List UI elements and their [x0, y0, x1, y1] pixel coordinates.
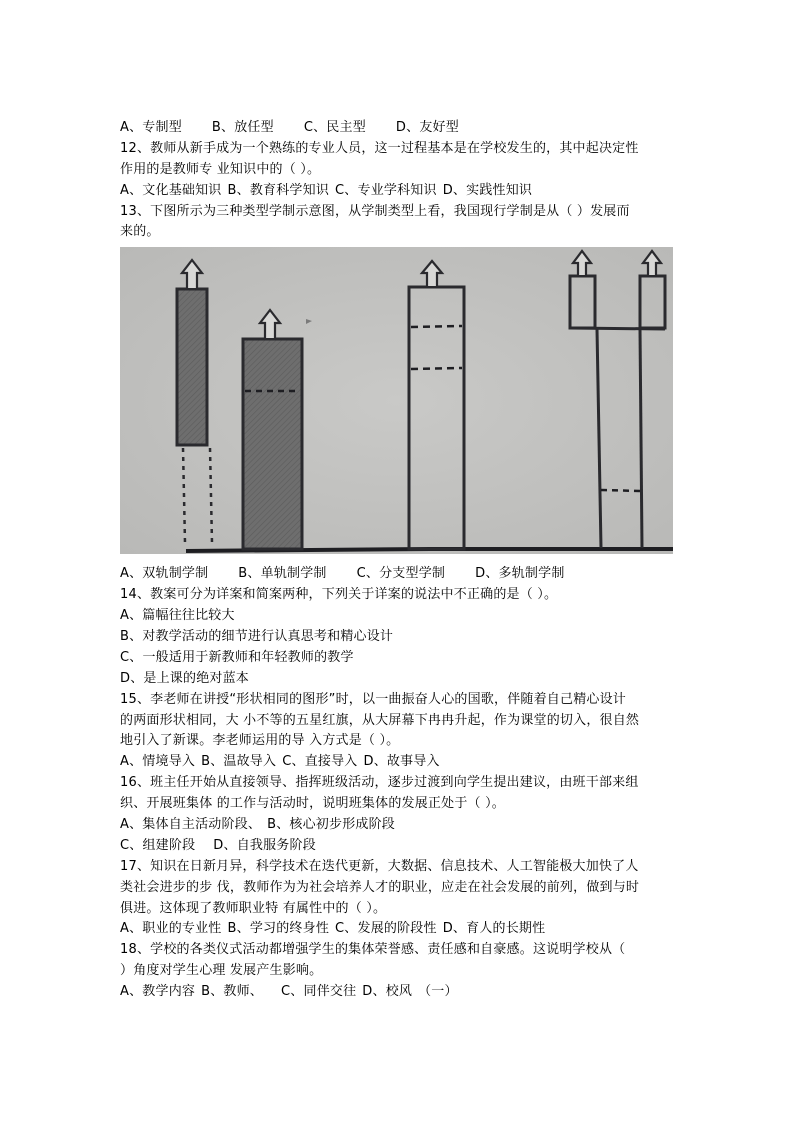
- q18-option-a: A、教学内容: [120, 984, 196, 1000]
- q13-options: [120, 564, 680, 585]
- section-marker: （一）: [418, 984, 458, 1000]
- q18-option-d: D、校风: [362, 984, 413, 1000]
- q13-option-d: D、多轨制学制: [475, 566, 565, 582]
- q14-option-d: D、是上课的绝对蓝本: [120, 670, 250, 686]
- q18-options: [120, 982, 680, 1003]
- q14-option-b: B、对教学活动的细节进行认真思考和精心设计: [120, 629, 394, 645]
- q13-stem-line-2: 来的。: [120, 224, 160, 240]
- q12-stem-line-2: 作用的是教师专 业知识中的（ ）。: [120, 161, 321, 177]
- q16-options-row-2: [120, 836, 680, 857]
- q17-stem-line-3: 俱进。这体现了教师职业特 有属性中的（ ）。: [120, 900, 387, 916]
- q17-option-d: D、育人的长期性: [442, 921, 546, 937]
- q12-stem-line-1: 12、教师从新手成为一个熟练的专业人员，这一过程基本是在学校发生的，其中起决定性: [120, 140, 639, 156]
- q15-option-c: C、直接导入: [282, 754, 358, 770]
- q11-option-c: C、民主型: [303, 120, 366, 135]
- q13-stem-line-1: 13、下图所示为三种类型学制示意图，从学制类型上看，我国现行学制是从（ ）发展而: [120, 203, 630, 219]
- q12-options: [120, 181, 680, 202]
- q17-stem-line-1: 17、知识在日新月异，科学技术在迭代更新，大数据、信息技术、人工智能极大加快了人: [120, 858, 639, 874]
- q11-option-b: B、放任型: [211, 120, 274, 135]
- q12-option-b: B、教育科学知识: [227, 182, 330, 198]
- q13-option-c: C、分支型学制: [356, 566, 446, 582]
- q17-option-c: C、发展的阶段性: [335, 921, 437, 937]
- q16-stem-line-1: 16、班主任开始从直接领导、指挥班级活动，逐步过渡到向学生提出建议，由班干部来组: [120, 775, 639, 791]
- q13-option-a: A、双轨制学制: [120, 566, 209, 582]
- single-track-bar: [243, 310, 312, 549]
- q15-options: [120, 752, 680, 773]
- q18-option-c: C、同伴交往: [281, 984, 357, 1000]
- q12-option-c: C、专业学科知识: [335, 182, 437, 198]
- q11-options: [120, 118, 680, 139]
- q17-option-a: A、职业的专业性: [120, 921, 222, 937]
- q18-stem-line-1: 18、学校的各类仪式活动都增强学生的集体荣誉感、责任感和自豪感。这说明学校从（: [120, 942, 626, 958]
- q11-option-a: A、专制型: [120, 120, 182, 135]
- q16-option-c: C、组建阶段: [120, 837, 196, 853]
- q11-option-d: D、友好型: [395, 120, 459, 135]
- q16-options-row-1: [120, 815, 680, 836]
- q16-option-b: B、核心初步形成阶段: [267, 817, 396, 833]
- q15-option-a: A、情境导入: [120, 754, 196, 770]
- q14-stem: 14、教案可分为详案和简案两种，下列关于详案的说法中不正确的是（ ）。: [120, 587, 558, 603]
- q17-stem-line-2: 类社会进步的步 伐，教师作为为社会培养人才的职业，应走在社会发展的前列，做到与时: [120, 879, 640, 895]
- q14-option-a: A、篇幅往往比较大: [120, 608, 235, 624]
- q15-option-d: D、故事导入: [363, 754, 440, 770]
- school-system-diagram-svg: [120, 247, 673, 554]
- q15-stem-line-1: 15、李老师在讲授“形状相同的图形”时，以一曲振奋人心的国歌，伴随着自己精心设计: [120, 691, 627, 707]
- q12-option-a: A、文化基础知识: [120, 182, 222, 198]
- q12-option-d: D、实践性知识: [442, 182, 533, 198]
- exam-page: [120, 118, 680, 1003]
- school-system-diagram: [120, 247, 673, 554]
- q15-stem-line-2: 的两面形状相同，大 小不等的五星红旗，从大屏幕下冉冉升起，作为课堂的切入，很自然: [120, 712, 640, 728]
- q18-option-b: B、教师、: [201, 984, 264, 1000]
- q18-stem-line-2: ）角度对学生心理 发展产生影响。: [120, 963, 323, 979]
- q13-option-b: B、单轨制学制: [238, 566, 327, 582]
- q15-stem-line-3: 地引入了新课。李老师运用的导 入方式是（ ）。: [120, 733, 400, 749]
- q17-option-b: B、学习的终身性: [227, 921, 330, 937]
- q16-option-a: A、集体自主活动阶段、: [120, 817, 262, 833]
- q17-options: [120, 919, 680, 940]
- q15-option-b: B、温故导入: [201, 754, 277, 770]
- q16-option-d: D、自我服务阶段: [213, 837, 316, 853]
- q14-option-c: C、一般适用于新教师和年轻教师的教学: [120, 649, 354, 665]
- q16-stem-line-2: 织、开展班集体 的工作与活动时，说明班集体的发展正处于（ ）。: [120, 796, 505, 812]
